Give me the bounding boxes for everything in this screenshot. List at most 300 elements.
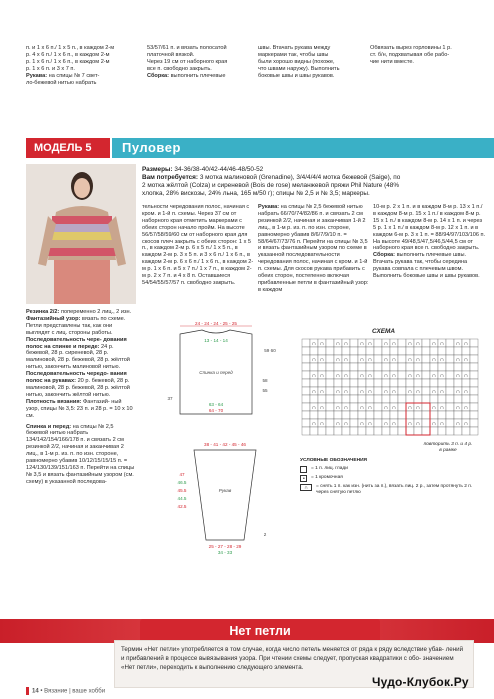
chart-cell: [334, 427, 342, 435]
chart-stitch-symbol: ∩: [319, 341, 325, 347]
chart-cell: [342, 411, 350, 419]
chart-cell: [398, 371, 406, 379]
chart-cell: [446, 347, 454, 355]
chart-cell: [350, 395, 358, 403]
chart-stitch-symbol: ∩: [383, 389, 389, 395]
materials-line: хлопка, 28% вискозы, 24% льна, 165 м/50 г); спицы № 2,5 и № 3,5; маркеры.: [142, 190, 370, 197]
sleeve-left-dim: 47: [179, 472, 185, 477]
chart-stitch-symbol: ∩: [311, 341, 317, 347]
text-line: швы. Втачать рукава между: [258, 45, 331, 51]
chart-cell: [438, 363, 446, 371]
chart-cell: [462, 347, 470, 355]
chart-cell: [326, 339, 334, 347]
paragraph: Спинка и перед: на спицы № 2,5 бежевой нитью набрать 134/142/154/166/178 п. и связать 2 см резинкой 2/2, начиная и заканчивая 2 лиц., в 1-м р. из. п. по изн. стороне, равномерно убавив 10/12/15/15/15 п. = 124/130/139/151/163 п. Перейти на спицы № 3,5 и вязать фантазийным узором (см. схему) в указанной последова-: [26, 423, 135, 485]
body-top-dim: 24 - 24 - 24 - 25 - 25: [195, 322, 237, 326]
chart-stitch-symbol: ∩: [343, 373, 349, 379]
chart-stitch-symbol: ∩: [455, 389, 461, 395]
chart-cell: [318, 395, 326, 403]
chart-cell: [366, 395, 374, 403]
chart-cell: [470, 339, 478, 347]
sleeve-left-dim: 46.5: [177, 480, 187, 485]
no-loop-title: Нет петли: [140, 619, 380, 643]
chart-cell: [422, 339, 430, 347]
chart-cell: [422, 355, 430, 363]
text-line: что швами наружу). Выполнить: [258, 65, 340, 72]
chart-cell: [454, 347, 462, 355]
chart-stitch-symbol: ∩: [455, 373, 461, 379]
chart-cell: [318, 427, 326, 435]
chart-stitch-symbol: ∩: [463, 357, 469, 363]
paragraph: Последовательность чередо- вания полос на рукавах: 20 р. бежевой, 28 р. малиновой, 28 р. бежевой, 28 р. жёлтой нитью, закончить жёлтой нитью.: [26, 371, 130, 398]
chart-cell: [414, 395, 422, 403]
chart-cell: [334, 347, 342, 355]
chart-cell: [374, 411, 382, 419]
chart-cell: [462, 411, 470, 419]
chart-cell: [358, 347, 366, 355]
top-column-2: [147, 45, 259, 80]
chart-cell: [406, 363, 414, 371]
chart-stitch-symbol: ∩: [311, 357, 317, 363]
model-label: МОДЕЛЬ 5: [26, 138, 110, 158]
chart-stitch-symbol: ∩: [463, 341, 469, 347]
chart-cell: [350, 419, 358, 427]
chart-stitch-symbol: ∩: [335, 357, 341, 363]
chart-cell: [454, 379, 462, 387]
chart-cell: [446, 403, 454, 411]
body-width-dim-1: 63 - 64: [208, 402, 224, 407]
chart-cell: [398, 339, 406, 347]
chart-stitch-symbol: ∩: [367, 373, 373, 379]
text-line: Обвязать вырез горловины 1 р.: [370, 45, 452, 51]
legend-title: УСЛОВНЫЕ ОБОЗНАЧЕНИЯ: [300, 458, 367, 463]
chart-stitch-symbol: ∩: [455, 421, 461, 427]
chart-cell: [358, 363, 366, 371]
chart-cell: [438, 347, 446, 355]
chart-cell: [446, 427, 454, 435]
materials-label: Вам потребуется:: [142, 174, 199, 181]
chart-cell: [390, 347, 398, 355]
chart-stitch-symbol: ∩: [367, 357, 373, 363]
chart-cell: [462, 427, 470, 435]
chart-stitch-symbol: ∩: [431, 373, 437, 379]
text-line: 53/57/61 п. и вязать полосатой: [147, 45, 227, 51]
sleeve-right-dim: 2: [263, 532, 267, 537]
chart-cell: [310, 395, 318, 403]
chart-cell: [406, 395, 414, 403]
chart-cell: [374, 403, 382, 411]
chart-cell: [430, 379, 438, 387]
chart-cell: [350, 379, 358, 387]
text-line: п. и 1 х 6 п./ 1 х 5 п., в каждом 2-м: [26, 45, 115, 51]
chart-cell: [350, 411, 358, 419]
chart-cell: [334, 395, 342, 403]
chart-stitch-symbol: ∩: [335, 421, 341, 427]
sleeve-bottom-dim-2: 34 - 33: [217, 550, 233, 555]
chart-cell: [382, 427, 390, 435]
chart-stitch-symbol: ∩: [335, 341, 341, 347]
chart-stitch-symbol: ∩: [455, 357, 461, 363]
chart-cell: [398, 395, 406, 403]
text-line: р. 4 х 6 п./ 1 х 6 п., в каждом 2-м: [26, 51, 110, 58]
chart-cell: [406, 427, 414, 435]
chart-stitch-symbol: ∩: [335, 389, 341, 395]
footer: 14 • Вязание | ваше хобби: [26, 687, 105, 695]
chart-stitch-symbol: ∩: [319, 373, 325, 379]
chart-stitch-symbol: ∩: [439, 341, 445, 347]
chart-cell: [470, 347, 478, 355]
chart-stitch-symbol: ∩: [359, 389, 365, 395]
chart-cell: [470, 371, 478, 379]
chart-cell: [342, 427, 350, 435]
chart-cell: [398, 387, 406, 395]
chart-cell: [334, 363, 342, 371]
chart-stitch-symbol: ∩: [415, 405, 421, 411]
sizes-label: Размеры:: [142, 166, 173, 173]
chart-stitch-symbol: ∩: [415, 341, 421, 347]
edge-stitch-symbol: •: [300, 475, 307, 482]
chart-stitch-symbol: ∩: [391, 389, 397, 395]
chart-cell: [414, 379, 422, 387]
chart-cell: [438, 427, 446, 435]
chart-cell: [374, 395, 382, 403]
chart-cell: [422, 427, 430, 435]
knit-stitch-symbol: [300, 466, 307, 473]
text-line: ло-бежевой нитью набрать: [26, 79, 97, 86]
label-assembly: Сборка:: [147, 72, 170, 79]
paragraph: Сборка: выполнить плечевые швы. Втачать рукава так, чтобы середина рукава совпала с плечевым швом. Выполнить боковые швы и швы рукавов.: [373, 252, 480, 280]
body-h2: 55: [262, 388, 268, 393]
chart-cell: [446, 371, 454, 379]
chart-cell: [326, 411, 334, 419]
chart-cell: [398, 355, 406, 363]
repeat-note-line: в рамке: [439, 448, 457, 453]
chart-stitch-symbol: ∩: [463, 405, 469, 411]
chart-cell: [430, 347, 438, 355]
chart-stitch-symbol: ∩: [319, 389, 325, 395]
chart-cell: [398, 379, 406, 387]
chart-stitch-symbol: ∩: [367, 341, 373, 347]
chart-cell: [470, 363, 478, 371]
chart-stitch-symbol: ∩: [415, 357, 421, 363]
chart-cell: [398, 403, 406, 411]
chart-stitch-symbol: ∩: [319, 421, 325, 427]
chart-cell: [374, 347, 382, 355]
chart-cell: [366, 411, 374, 419]
chart-stitch-symbol: ∩: [367, 421, 373, 427]
chart-cell: [310, 427, 318, 435]
chart-stitch-symbol: ∩: [407, 389, 413, 395]
text-line: ст. б/н, подхватывая обе рабо-: [370, 51, 450, 58]
chart-cell: [422, 371, 430, 379]
chart-cell: [398, 363, 406, 371]
chart-stitch-symbol: ∩: [383, 421, 389, 427]
chart-cell: [318, 411, 326, 419]
left-column: [26, 309, 136, 609]
chart-cell: [350, 387, 358, 395]
chart-cell: [454, 363, 462, 371]
text-line: Сборка: выполнить плечевые: [147, 72, 226, 79]
chart-cell: [374, 387, 382, 395]
repeat-note-line: повторить 3 п. и 4 р.: [423, 442, 473, 447]
chart-cell: [430, 363, 438, 371]
chart-cell: [350, 347, 358, 355]
chart-cell: [366, 347, 374, 355]
chart-stitch-symbol: ∩: [431, 405, 437, 411]
page-number: 14: [32, 688, 39, 695]
label-sleeves: Рукава:: [26, 72, 48, 79]
chart-stitch-symbol: ∩: [335, 373, 341, 379]
middle-column-2: [258, 204, 370, 324]
chart-cell: [430, 411, 438, 419]
chart-cell: [366, 363, 374, 371]
chart-cell: [390, 395, 398, 403]
chart-cell: [438, 379, 446, 387]
chart-cell: [342, 363, 350, 371]
chart-cell: [326, 419, 334, 427]
chart-cell: [342, 379, 350, 387]
chart-stitch-symbol: ∩: [407, 341, 413, 347]
chart-cell: [422, 411, 430, 419]
chart-cell: [374, 379, 382, 387]
chart-cell: [318, 347, 326, 355]
chart-cell: [446, 339, 454, 347]
chart-cell: [302, 355, 310, 363]
chart-cell: [350, 371, 358, 379]
chart-stitch-symbol: ∩: [359, 405, 365, 411]
chart-cell: [302, 387, 310, 395]
top-column-3: [258, 45, 370, 80]
sizes-value: 34-36/38-40/42-44/46-48/50-52: [172, 166, 264, 173]
chart-cell: [446, 411, 454, 419]
chart-cell: [302, 419, 310, 427]
paragraph: Рукава: на спицы № 2,5 бежевой нитью набрать 66/70/74/82/86 п. и связать 2 см резинкой 2/2, начиная и заканчивая 1-й 2 лиц., в 1-м р. из. п. по изн. стороне, равномерно убавив 8/6/7/9/10 п. = 58/64/67/73/76 п. Перейти на спицы № 3,5 и вязать фантазийным узором по схеме в указанной последовательности чередования полос, начиная с кром. и 1-й п. схемы. Для скосов рукава прибавить с обеих сторон, постепенно включая прибавленные петли в фантазийный узор: в каждом: [258, 204, 369, 293]
chart-cell: [382, 347, 390, 355]
footer-accent: [26, 687, 29, 695]
chart-stitch-symbol: ∩: [367, 389, 373, 395]
text-line: р. 1 х 6 п. и 3 х 7 п.: [26, 65, 75, 72]
chart-cell: [462, 395, 470, 403]
chart-cell: [374, 371, 382, 379]
chart-stitch-symbol: ∩: [431, 341, 437, 347]
chart-stitch-symbol: ∩: [439, 405, 445, 411]
chart-cell: [334, 411, 342, 419]
chart-cell: [446, 355, 454, 363]
text-line: Рукава: на спицы № 7 свет-: [26, 72, 100, 79]
chart-cell: [470, 355, 478, 363]
paragraph: Плотность вязания: Фантазий- ный узор, спицы № 3,5: 23 п. и 28 р. = 10 х 10 см.: [26, 398, 133, 419]
page-title: Пуловер: [112, 138, 494, 158]
chart-cell: [446, 395, 454, 403]
chart-cell: [454, 411, 462, 419]
chart-stitch-symbol: ∩: [391, 373, 397, 379]
text-line: маркерами так, чтобы швы: [258, 51, 329, 58]
chart-cell: [302, 371, 310, 379]
paragraph: тельности чередования полос, начиная с кром. и 1-й п. схемы. Через 37 см от наборного края отметить маркерами с обеих сторон начало пройм. На высоте 56/57/58/59/60 см от наборного края для скосов плеч закрыть с обеих сторон: 1 х 5 п., в каждом 2-м р. 6 х 5 п./ 1 х 5 п., в каждом 2-м р. 3 х 5 п. и 3 х 6 п./ 1 х 6 п., в каждом 2-м р. 6 х 6 п./ 1 х 6 п., в каждом 2-м р. 1 х 6 п. и 5 х 7 п./ 1 х 7 п., в каждом 2-м р. 2 х 7 п. и 4 х 8 п. Оставшиеся 54/54/55/57/57 п. свободно закрыть.: [142, 204, 254, 286]
text-line: были хорошо видны (похоже,: [258, 58, 335, 65]
paragraph: 10-м р. 2 х 1 п. и в каждом 8-м р. 13 х 1 п./ в каждом 8-м р. 15 х 1 п./ в каждом 8-м р. 15 х 1 п./ в каждом 8-м р. 14 х 1 п. и через 5 р. 1 х 1 п./ в каждом 8-м р. 12 х 1 п. и в каждом 6-м р. 3 х 1 п. = 88/94/97/103/106 п. На высоте 49/48,5/47,5/46,5/44,5 см от наборного края все п. свободно закрыть.: [373, 204, 486, 252]
chart-cell: [422, 347, 430, 355]
chart-cell: [374, 419, 382, 427]
chart-cell: [302, 403, 310, 411]
chart-cell: [470, 403, 478, 411]
chart-cell: [374, 339, 382, 347]
chart-cell: [398, 347, 406, 355]
chart-stitch-symbol: ∩: [335, 405, 341, 411]
chart-cell: [446, 387, 454, 395]
chart-cell: [302, 395, 310, 403]
chart-stitch-symbol: ∩: [391, 357, 397, 363]
chart-stitch-symbol: ∩: [463, 373, 469, 379]
chart-stitch-symbol: ∩: [439, 373, 445, 379]
chart-cell: [302, 411, 310, 419]
sleeve-left-dim: 44.5: [177, 496, 187, 501]
chart-stitch-symbol: ∩: [343, 357, 349, 363]
chart-cell: [406, 379, 414, 387]
chart-cell: [382, 411, 390, 419]
chart-cell: [414, 411, 422, 419]
chart-cell: [446, 363, 454, 371]
chart-stitch-symbol: ∩: [407, 405, 413, 411]
chart-stitch-symbol: ∩: [311, 405, 317, 411]
chart-cell: [302, 363, 310, 371]
chart-stitch-symbol: ∩: [319, 357, 325, 363]
chart-cell: [382, 379, 390, 387]
chart-cell: [454, 427, 462, 435]
chart-stitch-symbol: ∩: [439, 389, 445, 395]
chart-cell: [374, 427, 382, 435]
legend-item: • = 1 кромочная: [300, 475, 476, 482]
chart-cell: [422, 363, 430, 371]
chart-cell: [318, 379, 326, 387]
body-schematic: [140, 322, 290, 432]
chart-cell: [302, 379, 310, 387]
chart-cell: [470, 411, 478, 419]
chart-stitch-symbol: ∩: [383, 341, 389, 347]
watermark: Чудо-Клубок.Ру: [372, 675, 469, 689]
chart-stitch-symbol: ∩: [343, 389, 349, 395]
chart-cell: [358, 411, 366, 419]
chart-cell: [422, 387, 430, 395]
chart-stitch-symbol: ∩: [343, 405, 349, 411]
repeat-note: [408, 442, 488, 454]
schema-title: СХЕМА: [372, 328, 395, 335]
chart-stitch-symbol: ∩: [319, 405, 325, 411]
chart-stitch-symbol: ∩: [359, 421, 365, 427]
photo-illustration: [26, 164, 136, 304]
body-h1: 58: [262, 378, 268, 383]
chart-cell: [326, 371, 334, 379]
chart-stitch-symbol: ∩: [431, 421, 437, 427]
chart-stitch-symbol: ∩: [455, 405, 461, 411]
body-right-dim: 59 60: [264, 348, 276, 353]
chart-stitch-symbol: ∩: [415, 421, 421, 427]
chart-cell: [446, 379, 454, 387]
chart-cell: [398, 411, 406, 419]
paragraph: Резинка 2/2: попеременно 2 лиц., 2 изн.: [26, 309, 132, 315]
text-line: чие нити вместе.: [370, 58, 414, 65]
chart-cell: [302, 427, 310, 435]
chart-cell: [342, 347, 350, 355]
body-left-dim: 37: [167, 396, 173, 401]
chart-cell: [438, 395, 446, 403]
chart-stitch-symbol: ∩: [383, 357, 389, 363]
chart-cell: [470, 427, 478, 435]
chart-stitch-symbol: ∩: [407, 421, 413, 427]
chart-cell: [462, 363, 470, 371]
chart-cell: [406, 411, 414, 419]
chart-cell: [326, 387, 334, 395]
body-label: Спинка и перед: [199, 370, 233, 375]
chart-stitch-symbol: ∩: [407, 357, 413, 363]
chart-cell: [374, 355, 382, 363]
chart-cell: [326, 363, 334, 371]
chart-cell: [310, 411, 318, 419]
paragraph: Последовательность чере- дования полос на спинке и переде: 24 р. бежевой, 28 р. сиреневой, 28 р. малиновой, 28 р. бежевой, 28 р. жёлтой нитью, закончить малиновой нитью.: [26, 336, 130, 371]
chart-cell: [414, 363, 422, 371]
body-width-dim-2: 64 - 70: [208, 408, 224, 413]
chart-cell: [382, 363, 390, 371]
chart-cell: [302, 339, 310, 347]
chart-cell: [310, 347, 318, 355]
legend-item: = 1 п. лиц. глади: [300, 466, 476, 473]
chart-stitch-symbol: ∩: [383, 405, 389, 411]
text-line: боковые швы и швы рукавов.: [258, 72, 335, 79]
chart-stitch-symbol: ∩: [359, 357, 365, 363]
chart-cell: [326, 395, 334, 403]
chart-cell: [390, 427, 398, 435]
chart-stitch-symbol: ∩: [383, 373, 389, 379]
chart-cell: [350, 427, 358, 435]
specs-block: Размеры: 34-36/38-40/42-44/46-48/50-52 Вам потребуется: 3 мотка малиновой (Grenadine), 3/4/4/4/4 мотка бежевой (Saige), по 2 мотка жёлтой (Colza) и сиреневой (Bois de rose) меланжевой пряжи Phil Nature (48% хлопка, 28% вискозы, 24% льна, 165 м/50 г); спицы № 2,5 и № 3,5; маркеры.: [142, 166, 487, 198]
sleeve-left-dim: 42.5: [177, 504, 187, 509]
chart-stitch-symbol: ∩: [311, 421, 317, 427]
slip-stitch-symbol: ∩: [300, 484, 312, 491]
chart-cell: [318, 363, 326, 371]
chart-cell: [350, 403, 358, 411]
chart-cell: [446, 419, 454, 427]
chart-cell: [470, 387, 478, 395]
chart-stitch-symbol: ∩: [343, 341, 349, 347]
chart-cell: [326, 403, 334, 411]
chart-cell: [350, 355, 358, 363]
chart-cell: [470, 419, 478, 427]
chart-cell: [326, 427, 334, 435]
chart-cell: [326, 379, 334, 387]
chart-cell: [398, 419, 406, 427]
text-line: все п. свободно закрыть.: [147, 65, 212, 72]
chart-stitch-symbol: ∩: [415, 389, 421, 395]
text-line: р. 1 х 6 п./ 1 х 6 п., в каждом 2-м: [26, 58, 110, 65]
chart-cell: [438, 411, 446, 419]
chart-stitch-symbol: ∩: [311, 373, 317, 379]
chart-cell: [358, 395, 366, 403]
chart-cell: [326, 355, 334, 363]
chart-stitch-symbol: ∩: [415, 373, 421, 379]
magazine-name: Вязание | ваше хобби: [44, 688, 106, 695]
no-loop-text: Термин «Нет петли» употребляется в том случае, когда число петель меняется от ряда к ряду вследствие убав- лений и прибавлений в процессе вывязывания узора. При чтении схемы следует, пропуская квадратики с обо- значением «Нет петли», переходить к выполнению следующего элемента.: [114, 640, 474, 688]
chart-stitch-symbol: ∩: [343, 421, 349, 427]
chart-cell: [366, 427, 374, 435]
body-neck-dim: 13 - 14 - 14: [204, 338, 228, 343]
chart-cell: [366, 379, 374, 387]
sleeve-schematic: [160, 440, 290, 558]
chart-cell: [374, 363, 382, 371]
chart-cell: [390, 363, 398, 371]
legend-item: ∩ = снять 1 п. как изн. (нить за п.), вязать лиц. 2 р., затем протянуть 2 п. через снятую петлю: [300, 484, 476, 496]
chart-stitch-symbol: ∩: [391, 341, 397, 347]
chart-stitch-symbol: ∩: [455, 341, 461, 347]
chart-stitch-symbol: ∩: [431, 357, 437, 363]
